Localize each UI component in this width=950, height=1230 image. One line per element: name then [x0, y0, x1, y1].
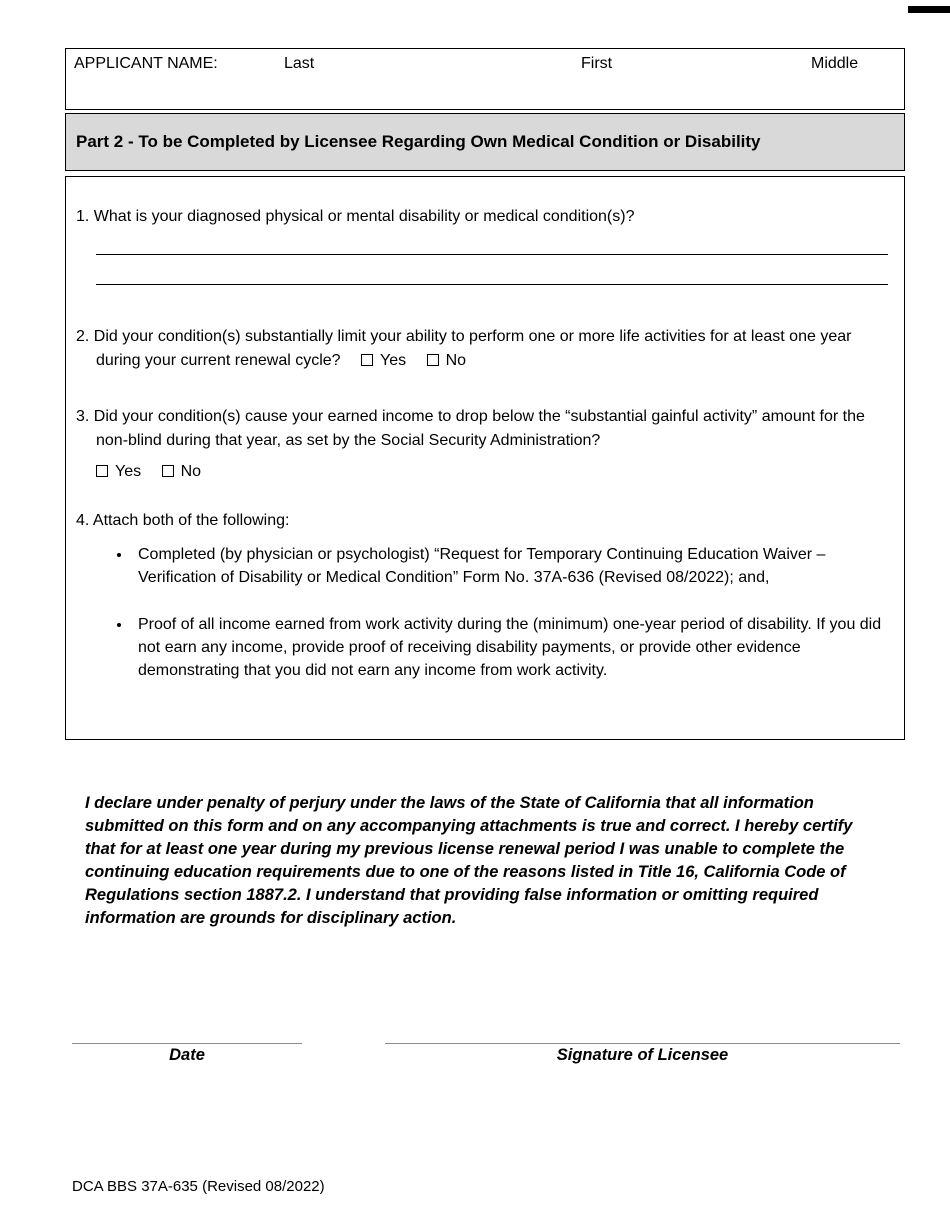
question-1-answer-line-1[interactable]: [96, 229, 888, 255]
question-2-no-label: No: [445, 352, 467, 369]
signature-of-licensee-label: Signature of Licensee: [556, 1046, 729, 1064]
question-3-yes-option[interactable]: [96, 460, 141, 484]
attachment-list: [76, 543, 890, 682]
scan-artifact: [908, 6, 950, 13]
applicant-last-label: Last: [284, 55, 315, 72]
question-3-yes-label: Yes: [115, 463, 142, 480]
attachment-item-2: • Proof of all income earned from work activity during the (minimum) one-year period of disability. If you did not earn any income, provide proof of receiving disability payments, or provide other evidence demonstrating that you did not earn any income from work activity.: [132, 613, 890, 682]
question-3: [76, 405, 890, 453]
applicant-first-label: First: [581, 55, 613, 72]
part2-question-box: [65, 176, 905, 740]
licensee-signature-line[interactable]: [385, 1043, 900, 1044]
question-4: [76, 509, 890, 533]
form-number-footer: DCA BBS 37A-635 (Revised 08/2022): [72, 1178, 325, 1195]
question-1: [76, 205, 890, 229]
question-1-answer-line-2[interactable]: [96, 255, 888, 285]
question-2-text: 2. Did your condition(s) substantially limit your ability to perform one or more life activities for at least one year during your current renewal cycle?: [76, 328, 852, 369]
attachment-item-1: • Completed (by physician or psychologist) “Request for Temporary Continuing Education Waiver – Verification of Disability or Medical Condition” Form No. 37A-636 (Revised 08/2022); and,: [132, 543, 890, 589]
question-3-no-label: No: [180, 463, 202, 480]
question-2-no-checkbox[interactable]: [427, 354, 439, 366]
question-2-yes-option[interactable]: [361, 349, 406, 373]
question-3-yes-checkbox[interactable]: [96, 465, 108, 477]
question-3-no-checkbox[interactable]: [162, 465, 174, 477]
question-2-yes-checkbox[interactable]: [361, 354, 373, 366]
question-3-options-row: [96, 460, 890, 484]
applicant-name-label: APPLICANT NAME:: [74, 55, 218, 72]
applicant-name-box: [65, 48, 905, 110]
date-signature-line[interactable]: [72, 1043, 302, 1044]
applicant-middle-label: Middle: [811, 55, 859, 72]
part2-title: Part 2 - To be Completed by Licensee Regarding Own Medical Condition or Disability: [76, 132, 761, 151]
question-3-text: 3. Did your condition(s) cause your earned income to drop below the “substantial gainful activity” amount for the non-blind during that year, as set by the Social Security Administration?: [76, 408, 865, 449]
question-2-yes-label: Yes: [380, 352, 407, 369]
question-2: [76, 325, 890, 373]
perjury-declaration: I declare under penalty of perjury under the laws of the State of California that all information submitted on this form and on any accompanying attachments is true and correct. I hereby certify that for at least one year during my previous license renewal period I was unable to complete the continuing education requirements due to one of the reasons listed in Title 16, California Code of Regulations section 1887.2. I understand that providing false information or omitting required information are grounds for disciplinary action.: [85, 794, 853, 927]
question-4-text: 4. Attach both of the following:: [76, 512, 290, 529]
question-1-text: 1. What is your diagnosed physical or mental disability or medical condition(s)?: [76, 208, 635, 225]
part2-title-bar: [65, 113, 905, 171]
question-2-no-option[interactable]: [427, 349, 466, 373]
date-label: Date: [169, 1046, 205, 1064]
question-3-no-option[interactable]: [162, 460, 201, 484]
